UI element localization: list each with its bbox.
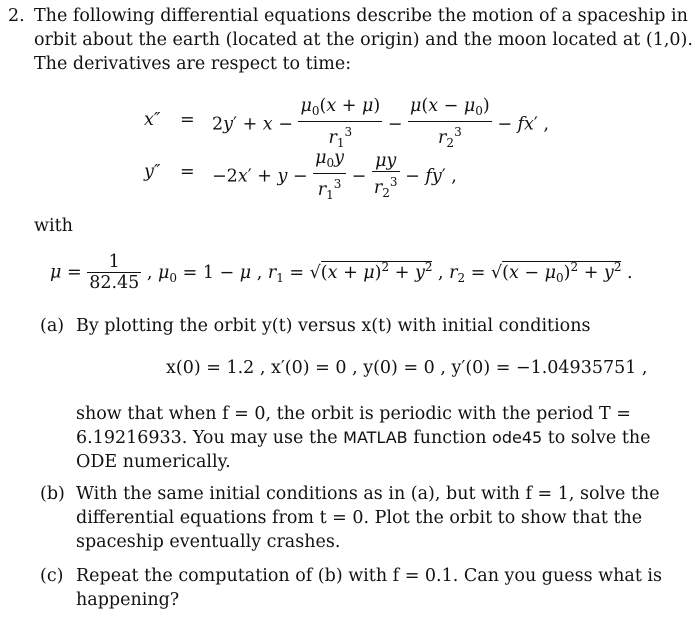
part-a-initial-conditions: x(0) = 1.2 , x′(0) = 0 , y(0) = 0 , y′(0) = −1.04935751 , bbox=[166, 358, 648, 378]
part-a-period-text: 6.19216933. You may use the bbox=[76, 428, 344, 448]
eq2-lhs: y″ bbox=[144, 162, 161, 182]
definitions-line: μ = $\frac{1}{82.45}$ , $\mu_0 = 1 - \mu$ , $r_1 = √(x + \mu)^2 + y^2$ , $r_2 = √(x - \mu_0)^2 + y^2$ . bbox=[50, 252, 633, 293]
part-a-label: (a) bbox=[40, 316, 65, 336]
mu-fraction: $\frac{1}{82.45}$ bbox=[89, 252, 140, 293]
part-c-line-2: happening? bbox=[76, 590, 180, 610]
problem-number: 2. bbox=[8, 6, 25, 26]
part-a-line-1: By plotting the orbit y(t) versus x(t) with initial conditions bbox=[76, 316, 591, 336]
part-a-solve-text: to solve the bbox=[542, 428, 651, 448]
eq1-rhs: 2y′ + x − $\frac{\mu_0(x + \mu)}{r_1^3}$ − $\frac{\mu(x - \mu_0)}{r_2^3}$ − fx′ , bbox=[212, 96, 549, 153]
eq2-rhs: −2x′ + y − $\frac{\mu_0y}{r_1^3}$ − $\frac{\mu y}{r_2^3}$ − fy′ , bbox=[212, 148, 457, 205]
part-b-line-1: With the same initial conditions as in (a), but with f = 1, solve the bbox=[76, 484, 660, 504]
eq2-frac-2: $\frac{\mu y}{r_2^3}$ bbox=[372, 151, 400, 203]
ode45-word: ode45 bbox=[492, 428, 543, 447]
eq1-lhs: x″ bbox=[144, 110, 161, 130]
with-label: with bbox=[34, 216, 73, 236]
eq1-frac-2: $\frac{\mu(x - \mu_0)}{r_2^3}$ bbox=[408, 96, 492, 153]
part-c-line-1: Repeat the computation of (b) with f = 0.1. Can you guess what is bbox=[76, 566, 662, 586]
part-c-label: (c) bbox=[40, 566, 64, 586]
eq2-frac-1: $\frac{\mu_0y}{r_1^3}$ bbox=[313, 148, 346, 205]
part-b-line-3: spaceship eventually crashes. bbox=[76, 532, 341, 552]
part-b-line-2: differential equations from t = 0. Plot the orbit to show that the bbox=[76, 508, 643, 528]
intro-line-1: The following differential equations describe the motion of a spaceship in bbox=[34, 6, 688, 26]
eq1-frac-1: $\frac{\mu_0(x + \mu)}{r_1^3}$ bbox=[298, 96, 382, 153]
intro-line-3: The derivatives are respect to time: bbox=[34, 54, 352, 74]
matlab-word: MATLAB bbox=[343, 428, 408, 447]
function-word: function bbox=[407, 428, 493, 448]
eq2-equals: = bbox=[180, 162, 195, 182]
part-a-text-line-3: ODE numerically. bbox=[76, 452, 231, 472]
part-a-text-line-1: show that when f = 0, the orbit is periodic with the period T = bbox=[76, 404, 631, 424]
eq1-equals: = bbox=[180, 110, 195, 130]
intro-line-2: orbit about the earth (located at the origin) and the moon located at (1,0). bbox=[34, 30, 693, 50]
part-a-text-line-2 bbox=[76, 426, 650, 451]
part-b-label: (b) bbox=[40, 484, 65, 504]
